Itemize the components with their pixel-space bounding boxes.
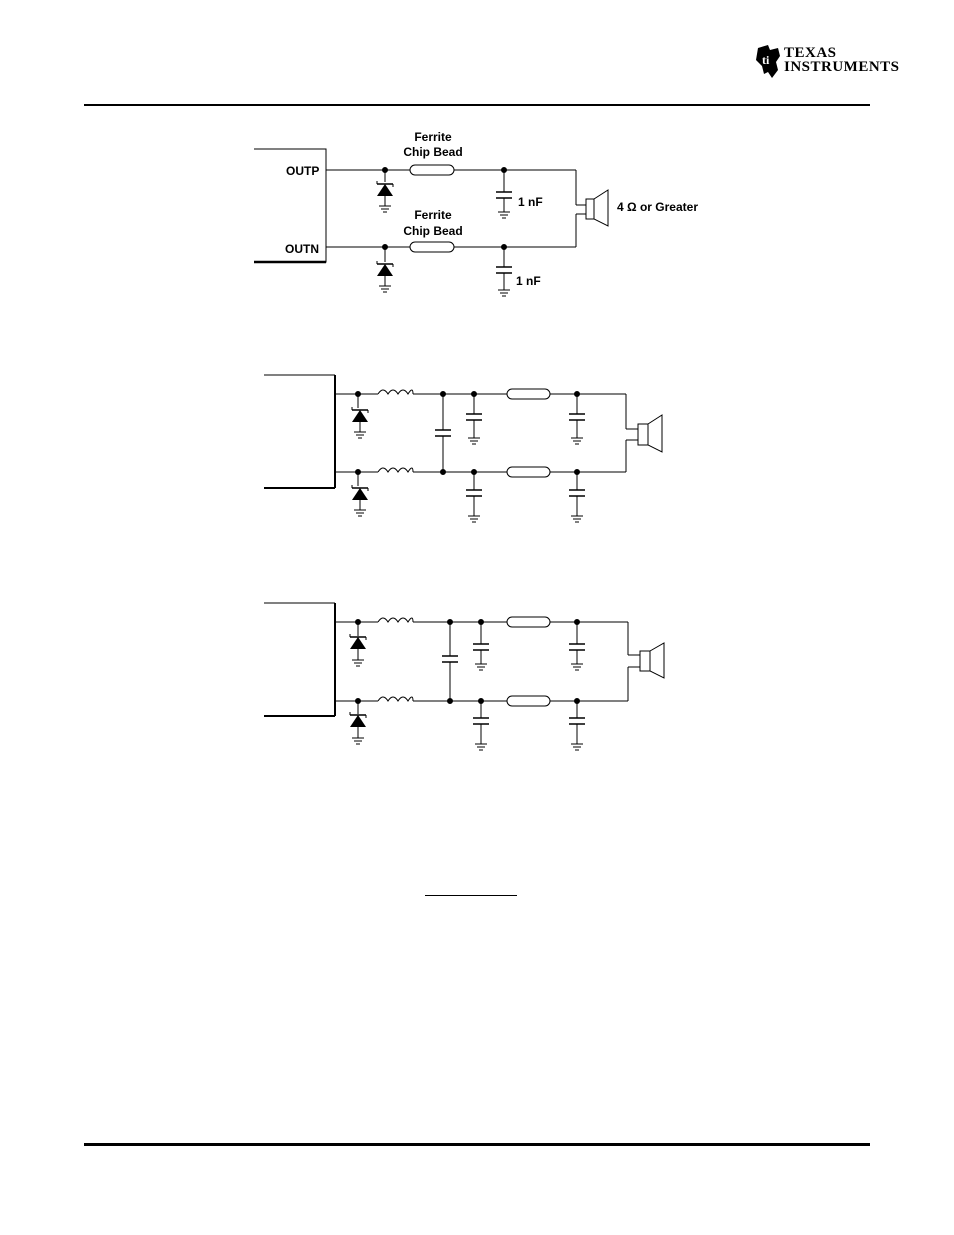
logo-line2: INSTRUMENTS xyxy=(784,59,900,75)
cap-top-label: 1 nF xyxy=(518,195,543,209)
figure-ferrite-bead-filter xyxy=(254,130,698,296)
logo-line1: TEXAS xyxy=(784,45,837,61)
inductor-top xyxy=(378,618,413,622)
ferrite-bead-bottom xyxy=(507,467,550,477)
speaker-icon xyxy=(638,415,662,452)
pin-outn-label: OUTN xyxy=(285,242,319,256)
ferrite-bead-top xyxy=(507,389,550,399)
speaker-icon xyxy=(586,190,608,226)
cap-bottom-label: 1 nF xyxy=(516,274,541,288)
ground-icon xyxy=(379,286,391,292)
bead-label-top-line1: Ferrite xyxy=(414,130,452,144)
figure-lc-ferrite-filter-b xyxy=(264,603,664,750)
speaker-label: 4 Ω or Greater xyxy=(617,200,698,214)
footer-rule xyxy=(84,1143,870,1146)
bead-label-bot-line1: Ferrite xyxy=(414,208,452,222)
tvs-diode-icon xyxy=(377,261,393,276)
ferrite-bead-top xyxy=(507,617,550,627)
speaker-icon xyxy=(640,643,664,678)
short-divider xyxy=(425,895,517,896)
figure-lc-ferrite-filter-a xyxy=(264,375,662,522)
inductor-bottom xyxy=(378,697,413,701)
bead-label-top-line2: Chip Bead xyxy=(403,145,463,159)
tvs-diode-icon xyxy=(377,181,393,196)
ferrite-bead-top xyxy=(410,165,454,175)
ground-icon xyxy=(379,206,391,212)
pin-outp-label: OUTP xyxy=(286,164,320,178)
inductor-bottom xyxy=(378,468,413,472)
bead-label-bot-line2: Chip Bead xyxy=(403,224,463,238)
ferrite-bead-bottom xyxy=(507,696,550,706)
svg-text:ti: ti xyxy=(762,53,770,67)
inductor-top xyxy=(378,390,413,394)
ferrite-bead-bottom xyxy=(410,242,454,252)
